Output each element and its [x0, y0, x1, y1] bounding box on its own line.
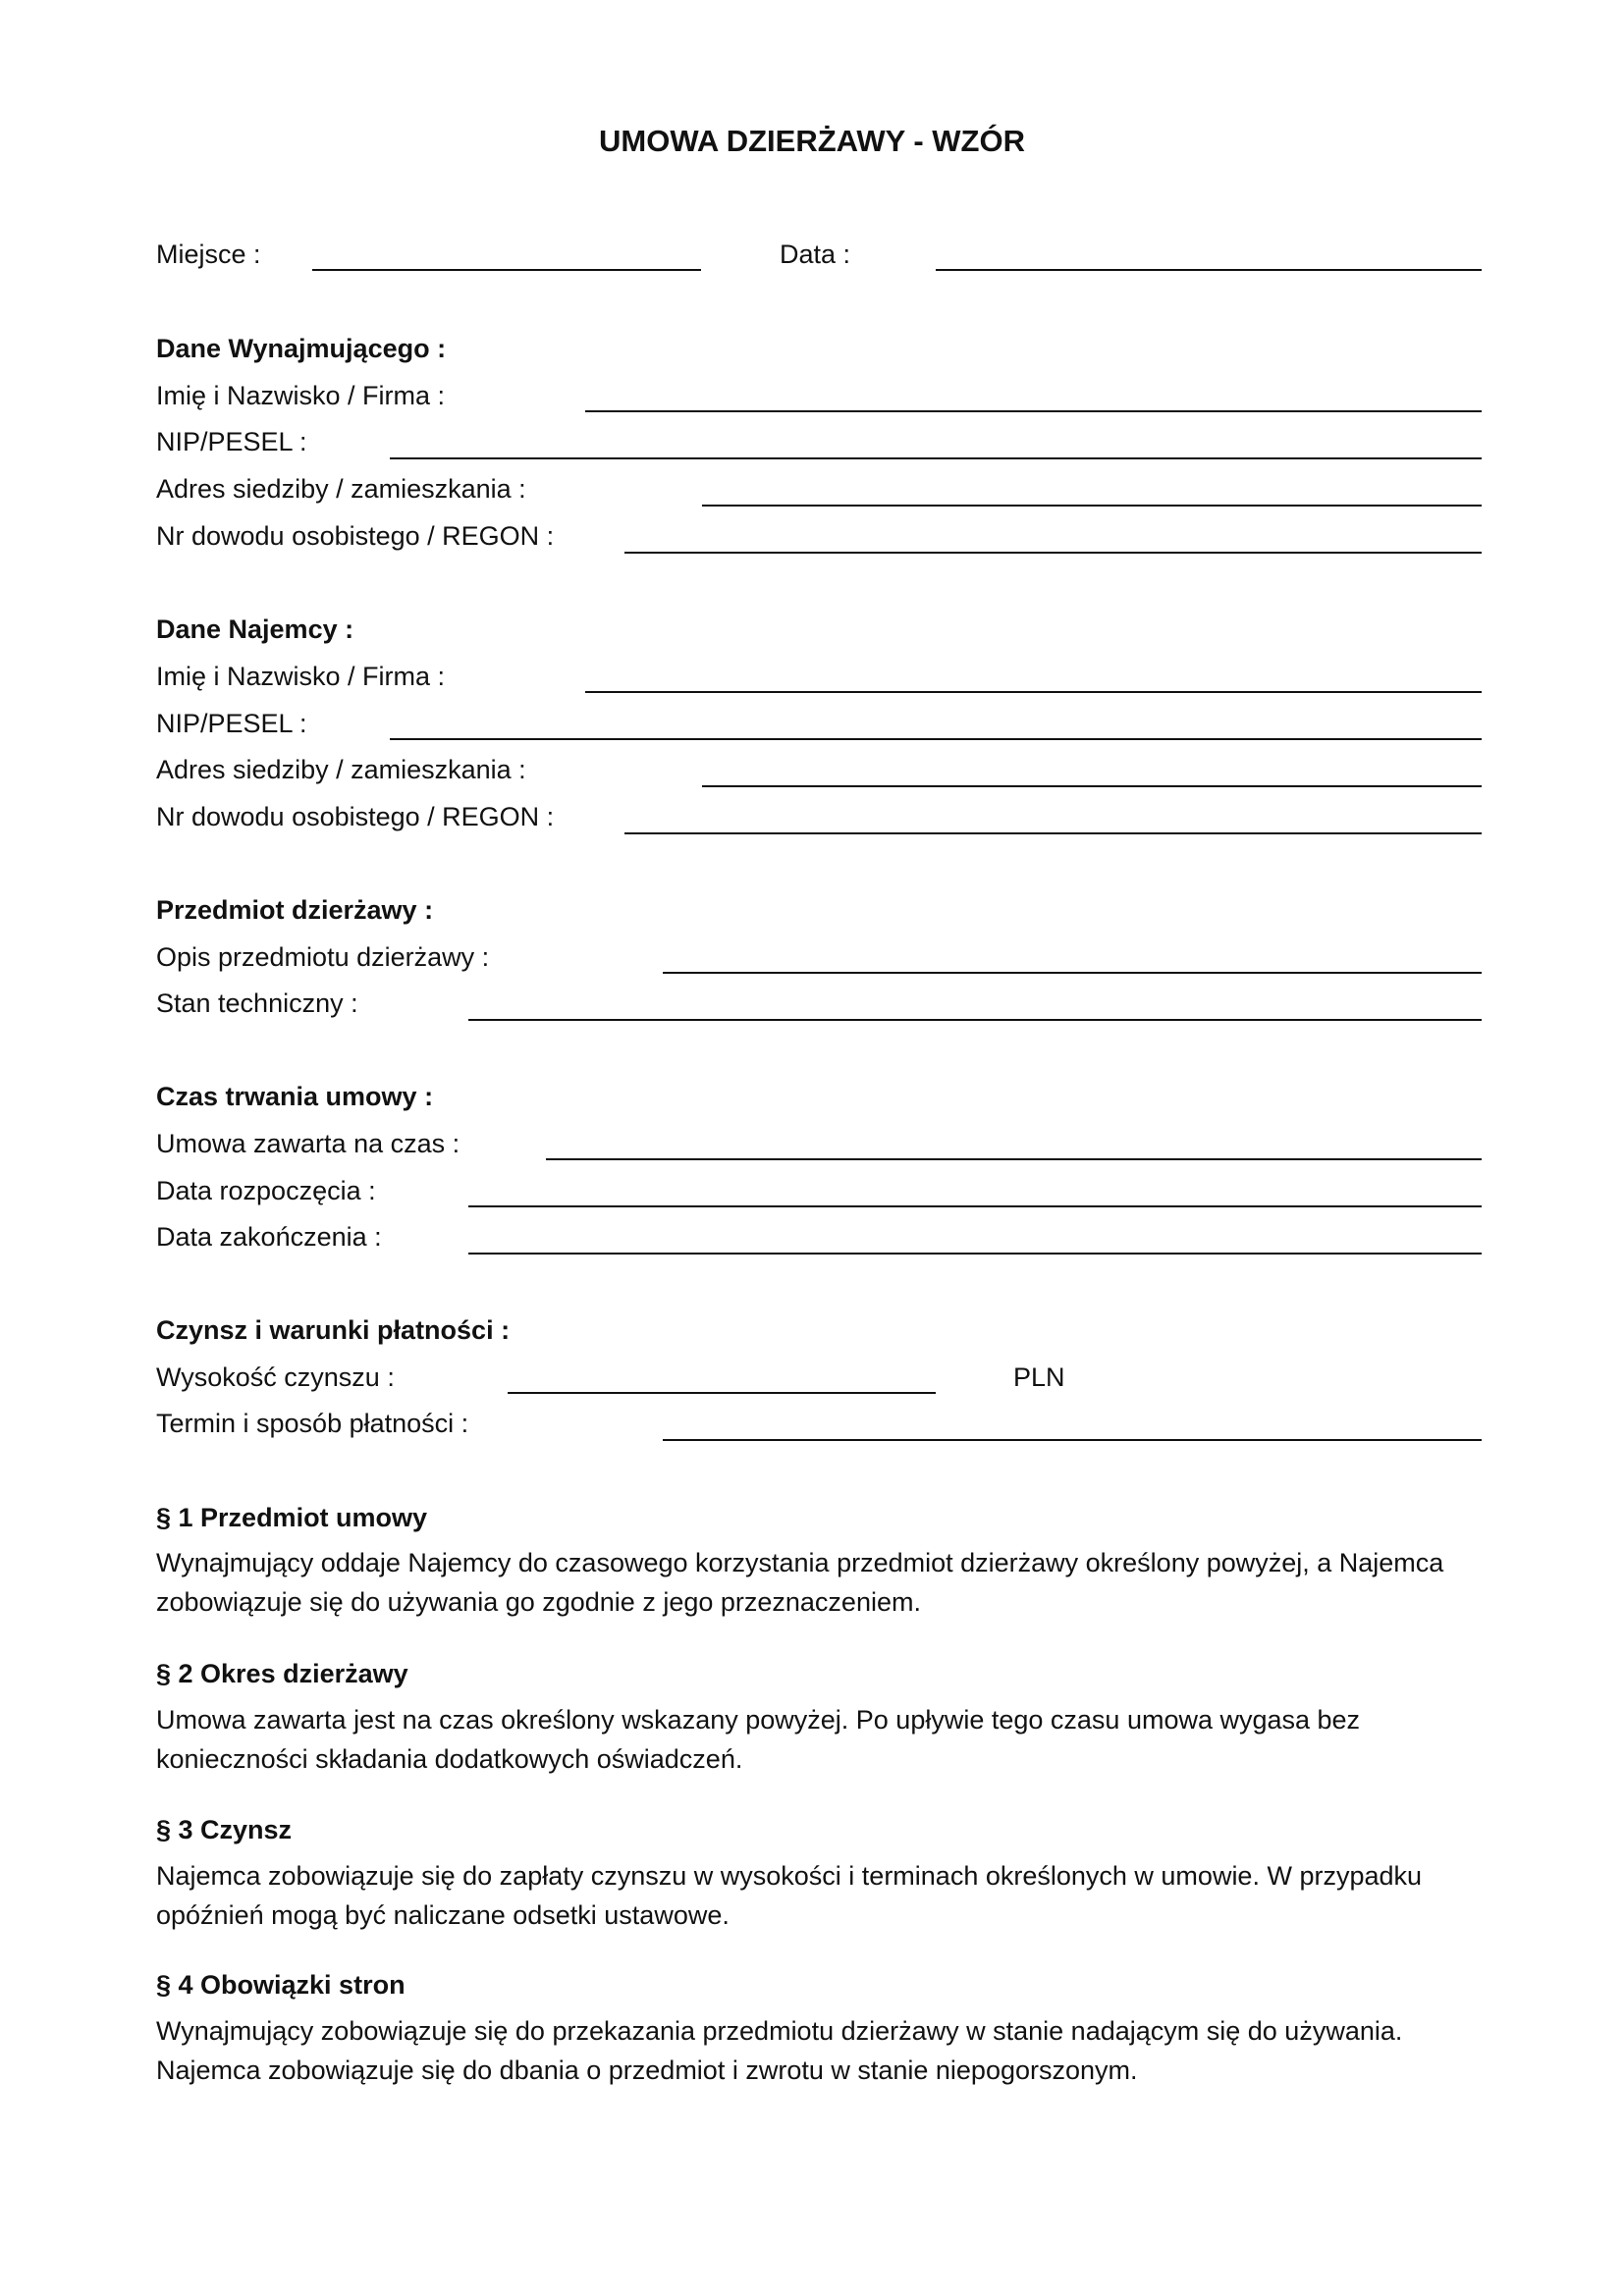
lessor-id-label: Nr dowodu osobistego / REGON : — [156, 521, 555, 551]
duration-start-label: Data rozpoczęcia : — [156, 1176, 376, 1205]
document-title: UMOWA DZIERŻAWY - WZÓR — [599, 124, 1025, 158]
payment-amount-label: Wysokość czynszu : — [156, 1362, 395, 1392]
section-1-text: Wynajmujący oddaje Najemcy do czasowego korzystania przedmiot dzierżawy określony powyżej, a Najemca zobowiązuje się do używania go zgodnie z jego przeznaczeniem. — [156, 1548, 1444, 1617]
section-1-heading: § 1 Przedmiot umowy — [156, 1503, 428, 1532]
section-4-text: Wynajmujący zobowiązuje się do przekazania przedmiotu dzierżawy w stanie nadającym się do używania. Najemca zobowiązuje się do dbania o przedmiot i zwrotu w stanie niepogorszonym. — [156, 2016, 1403, 2085]
lessee-id-field[interactable] — [624, 832, 1482, 834]
section-3-heading: § 3 Czynsz — [156, 1815, 293, 1844]
lessor-name-label: Imię i Nazwisko / Firma : — [156, 381, 446, 410]
date-field[interactable] — [936, 269, 1482, 271]
lessor-nip-field[interactable] — [390, 457, 1482, 459]
payment-terms-field[interactable] — [663, 1439, 1482, 1441]
duration-end-label: Data zakończenia : — [156, 1222, 382, 1252]
duration-term-field[interactable] — [546, 1158, 1482, 1160]
lessee-nip-field[interactable] — [390, 738, 1482, 740]
lessee-nip-label: NIP/PESEL : — [156, 709, 307, 738]
lessor-heading: Dane Wynajmującego : — [156, 334, 447, 363]
duration-term-label: Umowa zawarta na czas : — [156, 1129, 460, 1158]
duration-start-field[interactable] — [468, 1205, 1482, 1207]
lessor-id-field[interactable] — [624, 552, 1482, 554]
subject-condition-field[interactable] — [468, 1019, 1482, 1021]
payment-currency: PLN — [1013, 1362, 1065, 1392]
section-2-text: Umowa zawarta jest na czas określony wskazany powyżej. Po upływie tego czasu umowa wygasa bez konieczności składania dodatkowych oświadczeń. — [156, 1705, 1361, 1774]
lessor-nip-label: NIP/PESEL : — [156, 427, 307, 456]
subject-heading: Przedmiot dzierżawy : — [156, 895, 434, 925]
subject-description-label: Opis przedmiotu dzierżawy : — [156, 942, 490, 972]
date-label: Data : — [780, 240, 851, 269]
section-4-heading: § 4 Obowiązki stron — [156, 1970, 406, 2000]
lessor-name-field[interactable] — [585, 410, 1482, 412]
duration-heading: Czas trwania umowy : — [156, 1082, 434, 1111]
payment-heading: Czynsz i warunki płatności : — [156, 1315, 511, 1345]
lessee-address-label: Adres siedziby / zamieszkania : — [156, 755, 526, 784]
lessee-address-field[interactable] — [702, 785, 1482, 787]
place-field[interactable] — [312, 269, 701, 271]
lessee-id-label: Nr dowodu osobistego / REGON : — [156, 802, 555, 831]
lessor-address-field[interactable] — [702, 505, 1482, 507]
subject-condition-label: Stan techniczny : — [156, 988, 358, 1018]
payment-terms-label: Termin i sposób płatności : — [156, 1409, 469, 1438]
duration-end-field[interactable] — [468, 1253, 1482, 1255]
payment-amount-field[interactable] — [508, 1392, 936, 1394]
section-3-text: Najemca zobowiązuje się do zapłaty czynszu w wysokości i terminach określonych w umowie. W przypadku opóźnień mogą być naliczane odsetki ustawowe. — [156, 1861, 1423, 1930]
subject-description-field[interactable] — [663, 972, 1482, 974]
place-label: Miejsce : — [156, 240, 261, 269]
lessee-name-field[interactable] — [585, 691, 1482, 693]
lessee-name-label: Imię i Nazwisko / Firma : — [156, 662, 446, 691]
lessee-heading: Dane Najemcy : — [156, 614, 354, 644]
section-2-heading: § 2 Okres dzierżawy — [156, 1659, 408, 1688]
lessor-address-label: Adres siedziby / zamieszkania : — [156, 474, 526, 504]
